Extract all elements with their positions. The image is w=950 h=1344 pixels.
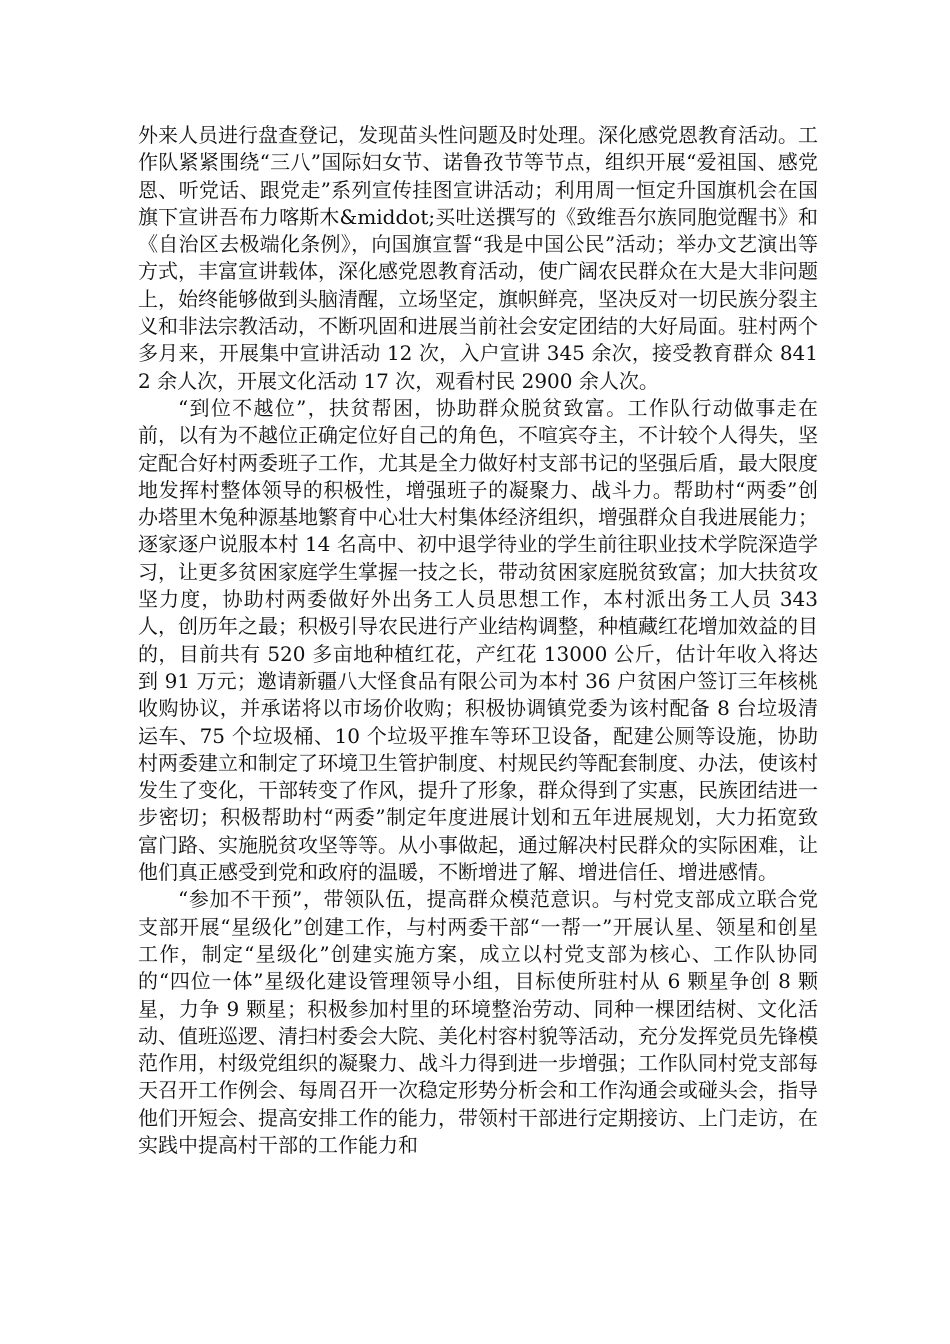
- document-body: [138, 122, 818, 1159]
- paragraph-party-leadership: “参加不干预”，带领队伍，提高群众模范意识。与村党支部成立联合党支部开展“星级化”创建工作，与村两委干部“一帮一”开展认星、领星和创星工作，制定“星级化”创建实施方案，成立以村党支部为核心、工作队协同的“四位一体”星级化建设管理领导小组，目标使所驻村从 6 颗星争创 8 颗星，力争 9 颗星；积极参加村里的环境整治劳动、同种一棵团结树、文化活动、值班巡逻、清扫村委会大院、美化村容村貌等活动，充分发挥党员先锋模范作用，村级党组织的凝聚力、战斗力得到进一步增强；工作队同村党支部每天召开工作例会、每周召开一次稳定形势分析会和工作沟通会或碰头会，指导他们开短会、提高安排工作的能力，带领村干部进行定期接访、上门走访，在实践中提高村干部的工作能力和: [138, 887, 818, 1157]
- paragraph-poverty-alleviation: “到位不越位”，扶贫帮困，协助群众脱贫致富。工作队行动做事走在前，以有为不越位正确定位好自己的角色，不喧宾夺主，不计较个人得失，坚定配合好村两委班子工作，尤其是全力做好村支部书记的坚强后盾，最大限度地发挥村整体领导的积极性，增强班子的凝聚力、战斗力。帮助村“两委”创办塔里木兔种源基地繁育中心壮大村集体经济组织，增强群众自我进展能力；逐家逐户说服本村 14 名高中、初中退学待业的学生前往职业技术学院深造学习，让更多贫困家庭学生掌握一技之长，带动贫困家庭脱贫致富；加大扶贫攻坚力度，协助村两委做好外出务工人员思想工作，本村派出务工人员 343 人，创历年之最；积极引导农民进行产业结构调整，种植藏红花增加效益的目的，目前共有 520 多亩地种植红花，产红花 13000 公斤，估计年收入将达到 91 万元；邀请新疆八大怪食品有限公司为本村 36 户贫困户签订三年核桃收购协议，并承诺将以市场价收购；积极协调镇党委为该村配备 8 台垃圾清运车、75 个垃圾桶、10 个垃圾平推车等环卫设备，配建公厕等设施，协助村两委建立和制定了环境卫生管护制度、村规民约等配套制度、办法，使该村发生了变化，干部转变了作风，提升了形象，群众得到了实惠，民族团结进一步密切；积极帮助村“两委”制定年度进展计划和五年进展规划，大力拓宽致富门路、实施脱贫攻坚等等。从小事做起，通过解决村民群众的实际困难，让他们真正感受到党和政府的温暖，不断增进了解、增进信任、增进感情。: [138, 395, 818, 885]
- paragraph-outreach-education: 外来人员进行盘查登记，发现苗头性问题及时处理。深化感党恩教育活动。工作队紧紧围绕“三八”国际妇女节、诺鲁孜节等节点，组织开展“爱祖国、感党恩、听党话、跟党走”系列宣传挂图宣讲活动；利用周一恒定升国旗机会在国旗下宣讲吾布力喀斯木&middot;买吐送撰写的《致维吾尔族同胞觉醒书》和《自治区去极端化条例》，向国旗宣誓“我是中国公民”活动；举办文艺演出等方式，丰富宣讲载体，深化感党恩教育活动，使广阔农民群众在大是大非问题上，始终能够做到头脑清醒，立场坚定，旗帜鲜亮，坚决反对一切民族分裂主义和非法宗教活动，不断巩固和进展当前社会安定团结的大好局面。驻村两个多月来，开展集中宣讲活动 12 次，入户宣讲 345 余次，接受教育群众 8412 余人次，开展文化活动 17 次，观看村民 2900 余人次。: [138, 123, 818, 393]
